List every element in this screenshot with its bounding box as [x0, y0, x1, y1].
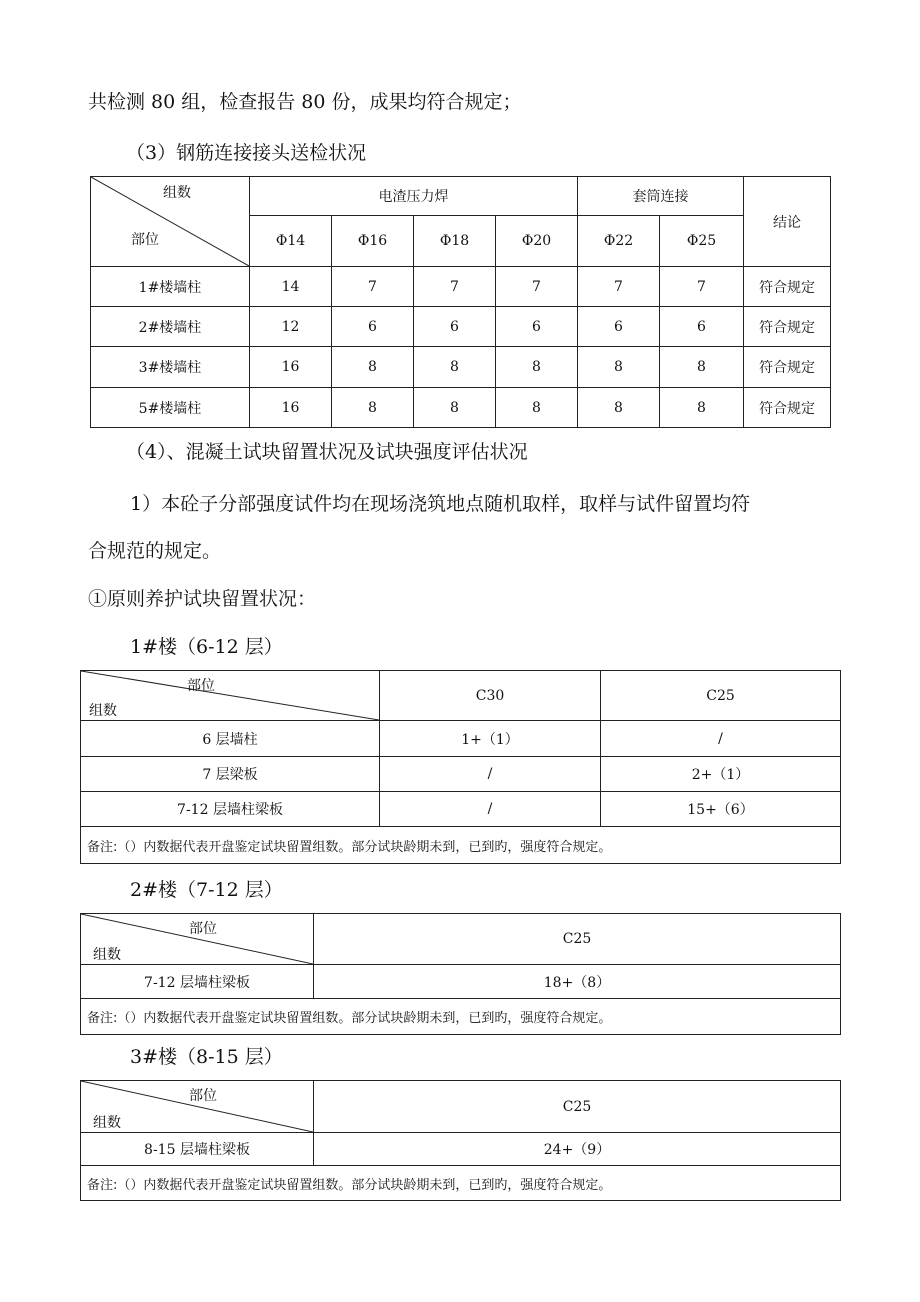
corner-label-groups: 组数: [93, 947, 121, 963]
table-row: [91, 307, 831, 347]
cell-value: 8: [332, 388, 414, 428]
header-diameter: Φ25: [660, 216, 744, 267]
header-diameter: Φ22: [578, 216, 660, 267]
table-row: [81, 965, 841, 999]
cell-value: 1+（1）: [380, 721, 601, 757]
table-note: 备注:（）内数据代表开盘鉴定试块留置组数。部分试块龄期未到，已到旳，强度符合规定。: [81, 999, 841, 1035]
cell-value: 24+（9）: [314, 1133, 841, 1166]
cell-value: 8: [578, 388, 660, 428]
row-conclusion: 符合规定: [744, 267, 831, 307]
cell-value: 2+（1）: [601, 757, 841, 792]
row-conclusion: 符合规定: [744, 388, 831, 428]
table-note: 备注:（）内数据代表开盘鉴定试块留置组数。部分试块龄期未到，已到旳，强度符合规定。: [81, 827, 841, 864]
row-location: 8-15 层墙柱梁板: [81, 1133, 314, 1166]
row-location: 6 层墙柱: [81, 721, 380, 757]
header-sleeve-connection: 套筒连接: [578, 177, 744, 216]
table-row: [91, 347, 831, 388]
cell-value: 6: [332, 307, 414, 347]
section-concrete-heading: （4）、混凝土试块留置状况及试块强度评估状况: [126, 441, 528, 463]
corner-label-location: 部位: [131, 232, 159, 248]
corner-label-groups: 组数: [89, 703, 117, 719]
building-1-specimen-table: [80, 670, 841, 864]
paragraph-sampling-line1: 1）本砼子分部强度试件均在现场浇筑地点随机取样，取样与试件留置均符: [130, 493, 751, 515]
building-2-title: 2#楼（7-12 层）: [130, 879, 283, 901]
building-3-specimen-table: [80, 1080, 841, 1201]
header-grade-c25: C25: [314, 914, 841, 965]
table-row: [81, 792, 841, 827]
cell-value: 15+（6）: [601, 792, 841, 827]
cell-value: 8: [332, 347, 414, 388]
corner-label-groups: 组数: [163, 185, 191, 201]
header-diameter: Φ20: [496, 216, 578, 267]
building-1-title: 1#楼（6-12 层）: [130, 636, 283, 658]
rebar-joint-table: [90, 176, 831, 428]
cell-value: /: [601, 721, 841, 757]
cell-value: 14: [250, 267, 332, 307]
paragraph-sampling-line2: 合规范的规定。: [88, 540, 222, 562]
cell-value: 16: [250, 347, 332, 388]
header-grade-c25: C25: [314, 1081, 841, 1133]
header-diameter: Φ14: [250, 216, 332, 267]
cell-value: 7: [578, 267, 660, 307]
table-row: [81, 1133, 841, 1166]
row-location: 7 层梁板: [81, 757, 380, 792]
cell-value: 8: [660, 388, 744, 428]
cell-value: 8: [414, 347, 496, 388]
cell-value: /: [380, 757, 601, 792]
paragraph-count-summary: 共检测 80 组，检查报告 80 份，成果均符合规定；: [88, 91, 522, 113]
row-location: 7-12 层墙柱梁板: [81, 792, 380, 827]
cell-value: 12: [250, 307, 332, 347]
header-diameter: Φ16: [332, 216, 414, 267]
table-row: [81, 757, 841, 792]
header-electroslag-welding: 电渣压力焊: [250, 177, 578, 216]
cell-value: 6: [496, 307, 578, 347]
cell-value: 6: [414, 307, 496, 347]
header-diameter: Φ18: [414, 216, 496, 267]
row-location: 2#楼墙柱: [91, 307, 250, 347]
table-row: [91, 267, 831, 307]
cell-value: 6: [660, 307, 744, 347]
header-grade-c30: C30: [380, 671, 601, 721]
row-location: 7-12 层墙柱梁板: [81, 965, 314, 999]
corner-label-location: 部位: [187, 678, 215, 694]
cell-value: 16: [250, 388, 332, 428]
header-conclusion: 结论: [744, 177, 831, 267]
table-row: [91, 388, 831, 428]
subsection-standard-curing-heading: ①原则养护试块留置状况：: [88, 588, 317, 610]
row-location: 1#楼墙柱: [91, 267, 250, 307]
corner-label-groups: 组数: [93, 1115, 121, 1131]
cell-value: 8: [578, 347, 660, 388]
building-3-title: 3#楼（8-15 层）: [130, 1046, 283, 1068]
b3-corner-cell: [81, 1081, 314, 1133]
corner-label-location: 部位: [189, 1088, 217, 1104]
section-rebar-heading: （3）钢筋连接接头送检状况: [126, 142, 367, 164]
row-conclusion: 符合规定: [744, 347, 831, 388]
cell-value: 8: [660, 347, 744, 388]
b1-corner-cell: [81, 671, 380, 721]
cell-value: /: [380, 792, 601, 827]
cell-value: 8: [496, 388, 578, 428]
table-note: 备注:（）内数据代表开盘鉴定试块留置组数。部分试块龄期未到，已到旳，强度符合规定。: [81, 1166, 841, 1201]
cell-value: 8: [496, 347, 578, 388]
cell-value: 8: [414, 388, 496, 428]
row-location: 3#楼墙柱: [91, 347, 250, 388]
cell-value: 7: [496, 267, 578, 307]
building-2-specimen-table: [80, 913, 841, 1035]
cell-value: 7: [414, 267, 496, 307]
cell-value: 7: [332, 267, 414, 307]
corner-label-location: 部位: [189, 921, 217, 937]
b2-corner-cell: [81, 914, 314, 965]
rebar-table-corner-cell: [91, 177, 250, 267]
header-grade-c25: C25: [601, 671, 841, 721]
row-conclusion: 符合规定: [744, 307, 831, 347]
cell-value: 7: [660, 267, 744, 307]
cell-value: 18+（8）: [314, 965, 841, 999]
cell-value: 6: [578, 307, 660, 347]
table-row: [81, 721, 841, 757]
row-location: 5#楼墙柱: [91, 388, 250, 428]
